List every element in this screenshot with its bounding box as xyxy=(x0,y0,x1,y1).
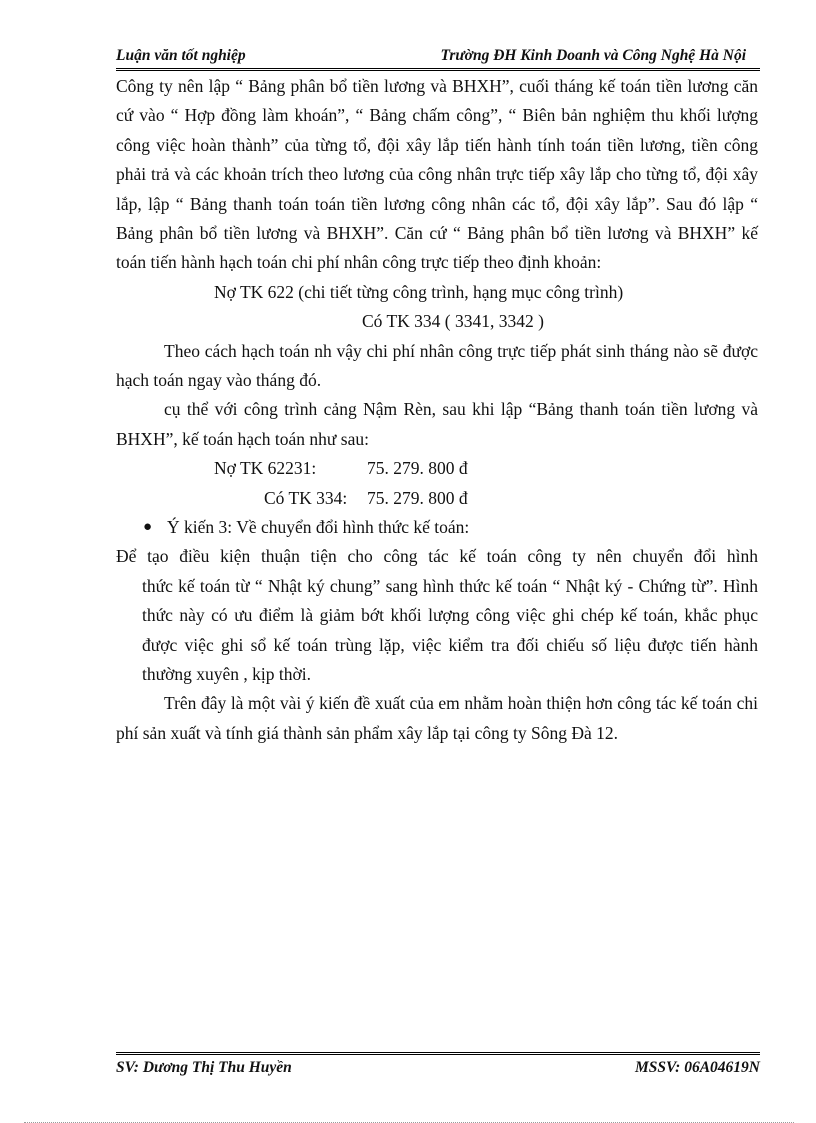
paragraph-first-line: Để tạo điều kiện thuận tiện cho công tác kế toán công ty nên chuyển đổi hình xyxy=(116,546,758,567)
debit-account-label: Nợ TK 62231: xyxy=(214,458,317,479)
paragraph-continuation: thức kế toán từ “ Nhật ký chung” sang hình thức kế toán “ Nhật ký - Chứng từ”. Hình thức này có ưu điểm là giảm bớt khối lượng công việc ghi chép kế toán, khắc phục được việc ghi sổ kế toán trùng lặp, việc kiểm tra đối chiếu số liệu được tiến hành thường xuyên , kịp thời. xyxy=(142,575,758,685)
bullet-title: Ý kiến 3: Về chuyển đổi hình thức kế toán: xyxy=(167,517,470,538)
page-footer xyxy=(116,1052,760,1085)
header-thesis-label: Luận văn tốt nghiệp xyxy=(116,47,246,64)
bullet-icon: ● xyxy=(143,519,153,536)
paragraph-nam-ren-example: cụ thể với công trình cảng Nậm Rèn, sau khi lập “Bảng thanh toán tiền lương và BHXH”, kế toán hạch toán như sau: xyxy=(116,399,758,449)
journal-entry-debit-62231 xyxy=(116,454,758,483)
page-header xyxy=(116,46,760,71)
footer-student-name: SV: Dương Thị Thu Huyền xyxy=(116,1059,292,1076)
paragraph-conclusion: Trên đây là một vài ý kiến đề xuất của em nhằm hoàn thiện hơn công tác kế toán chi phí sản xuất và tính giá thành sản phẩm xây lắp tại công ty Sông Đà 12. xyxy=(116,693,758,743)
bullet-item-opinion-3 xyxy=(116,513,758,542)
debit-amount: 75. 279. 800 đ xyxy=(367,458,468,479)
journal-entry-credit-334: Có TK 334 ( 3341, 3342 ) xyxy=(362,311,544,332)
journal-entry-credit-334-amount xyxy=(116,484,758,513)
document-body xyxy=(116,72,758,748)
paragraph-convert-accounting-form xyxy=(116,542,758,689)
paragraph-salary-allocation: Công ty nên lập “ Bảng phân bổ tiền lương và BHXH”, cuối tháng kế toán tiền lương căn cứ vào “ Hợp đồng làm khoán”, “ Bảng chấm công”, “ Biên bản nghiệm thu khối lượng công việc hoàn thành” của từng tổ, đội xây lắp tiến hành tính toán tiền lương, tiền công phải trả và các khoản trích theo lương của công nhân trực tiếp xây lắp cho từng tổ, đội xây lắp, lập “ Bảng thanh toán toán tiền lương công nhân các tổ, đội xây lắp”. Sau đó lập “ Bảng phân bổ tiền lương và BHXH”. Căn cứ “ Bảng phân bổ tiền lương và BHXH” kế toán tiến hành hạch toán chi phí nhân công trực tiếp theo định khoản: xyxy=(116,76,758,273)
journal-entry-debit-622: Nợ TK 622 (chi tiết từng công trình, hạng mục công trình) xyxy=(214,281,624,302)
paragraph-accounting-method: Theo cách hạch toán nh vậy chi phí nhân công trực tiếp phát sinh tháng nào sẽ được hạch toán ngay vào tháng đó. xyxy=(116,340,758,391)
credit-amount: 75. 279. 800 đ xyxy=(367,487,468,508)
credit-account-label: Có TK 334: xyxy=(264,487,348,508)
footer-student-id: MSSV: 06A04619N xyxy=(634,1059,760,1076)
header-university-name: Trường ĐH Kinh Doanh và Công Nghệ Hà Nội xyxy=(440,47,746,64)
